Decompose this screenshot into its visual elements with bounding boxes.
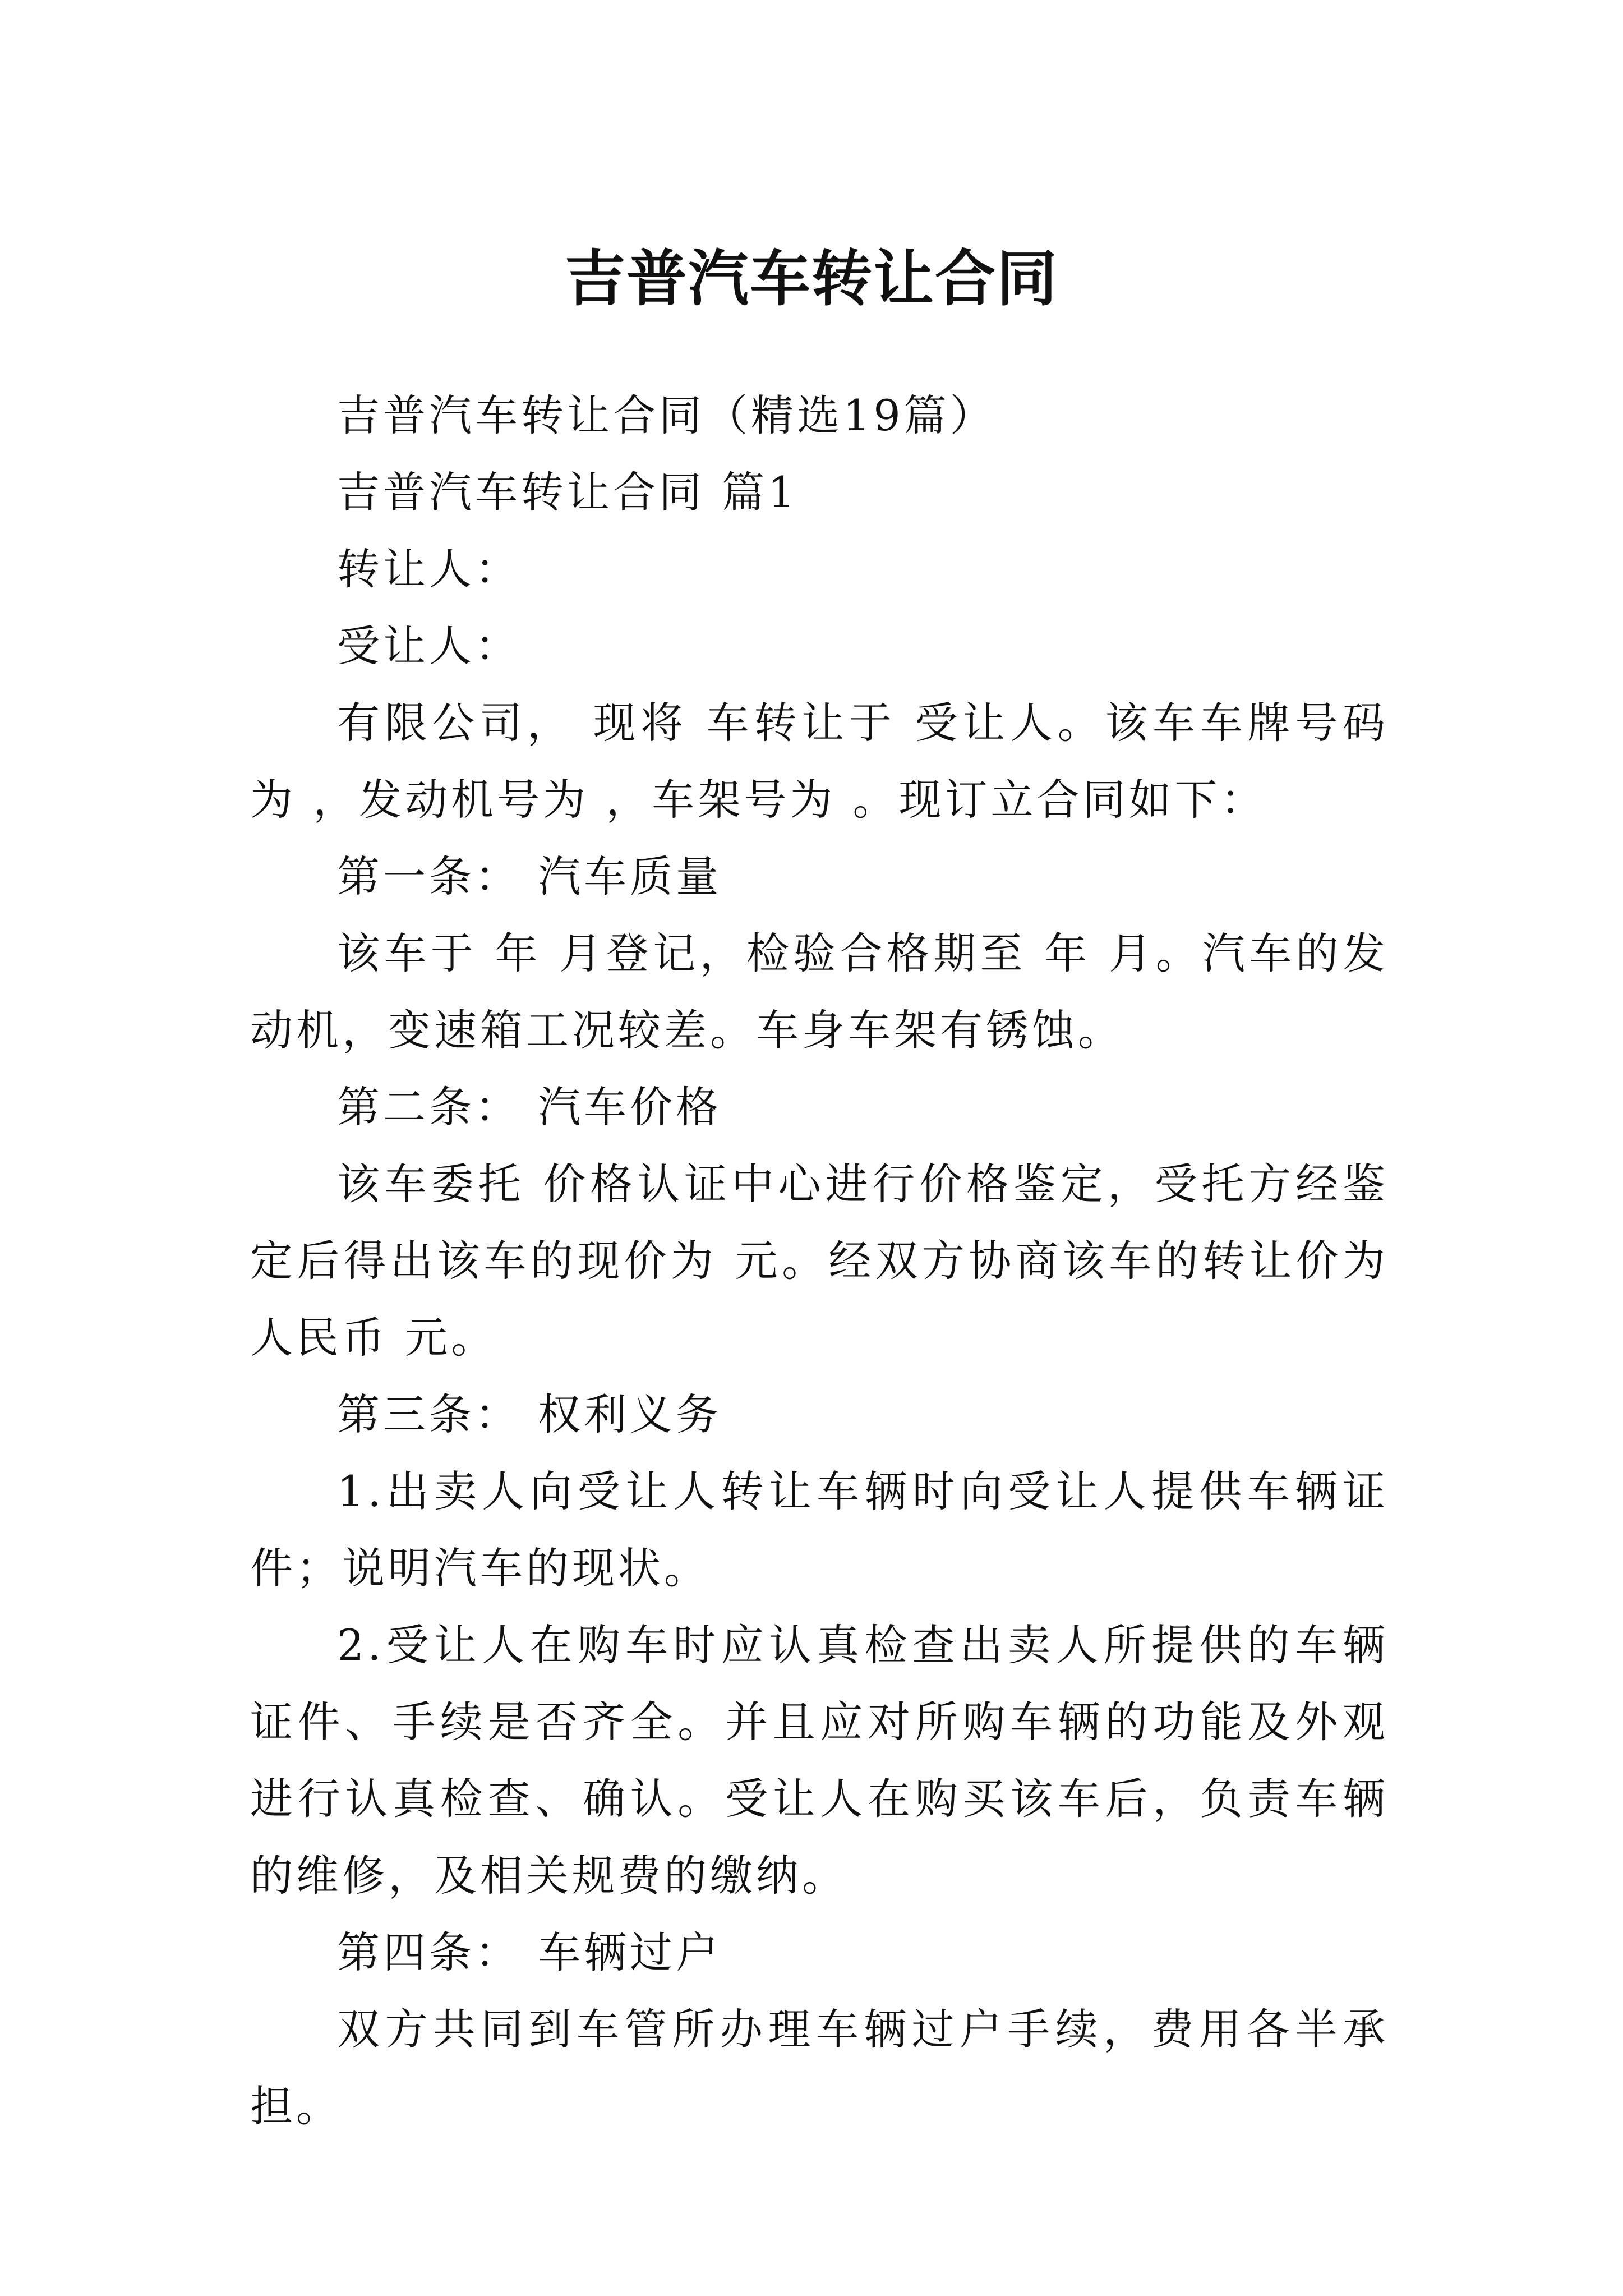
article-3-item-2: 2.受让人在购车时应认真检查出卖人所提供的车辆证件、手续是否齐全。并且应对所购车辆的功能及外观进行认真检查、确认。受让人在购买该车后，负责车辆的维修，及相关规费的缴纳。 <box>250 1620 1389 1901</box>
article-3-heading: 第三条： 权利义务 <box>337 1389 722 1439</box>
transferor-line: 转让人： <box>337 544 521 594</box>
section-heading: 吉普汽车转让合同 篇1 <box>337 467 799 517</box>
article-3-item-1: 1.出卖人向受让人转让车辆时向受让人提供车辆证件；说明汽车的现状。 <box>250 1466 1389 1593</box>
article-4-heading: 第四条： 车辆过户 <box>337 1927 722 1977</box>
article-4-text: 双方共同到车管所办理车辆过户手续，费用各半承担。 <box>250 2004 1389 2131</box>
article-2-text: 该车委托 价格认证中心进行价格鉴定，受托方经鉴定后得出该车的现价为 元。经双方协商该车的转让价为人民币 元。 <box>250 1159 1389 1363</box>
article-2-heading: 第二条： 汽车价格 <box>337 1082 722 1132</box>
transferee-line: 受让人： <box>337 621 521 671</box>
collection-heading: 吉普汽车转让合同（精选19篇） <box>337 390 996 440</box>
document-title: 吉普汽车转让合同 <box>564 243 1058 315</box>
article-1-text: 该车于 年 月登记，检验合格期至 年 月。汽车的发动机，变速箱工况较差。车身车架有锈蚀。 <box>250 928 1389 1055</box>
document-body <box>250 377 1389 2145</box>
article-1-heading: 第一条： 汽车质量 <box>337 852 722 901</box>
preamble-paragraph: 有限公司， 现将 车转让于 受让人。该车车牌号码为 ，发动机号为 ，车架号为 。现订立合同如下： <box>250 698 1389 825</box>
